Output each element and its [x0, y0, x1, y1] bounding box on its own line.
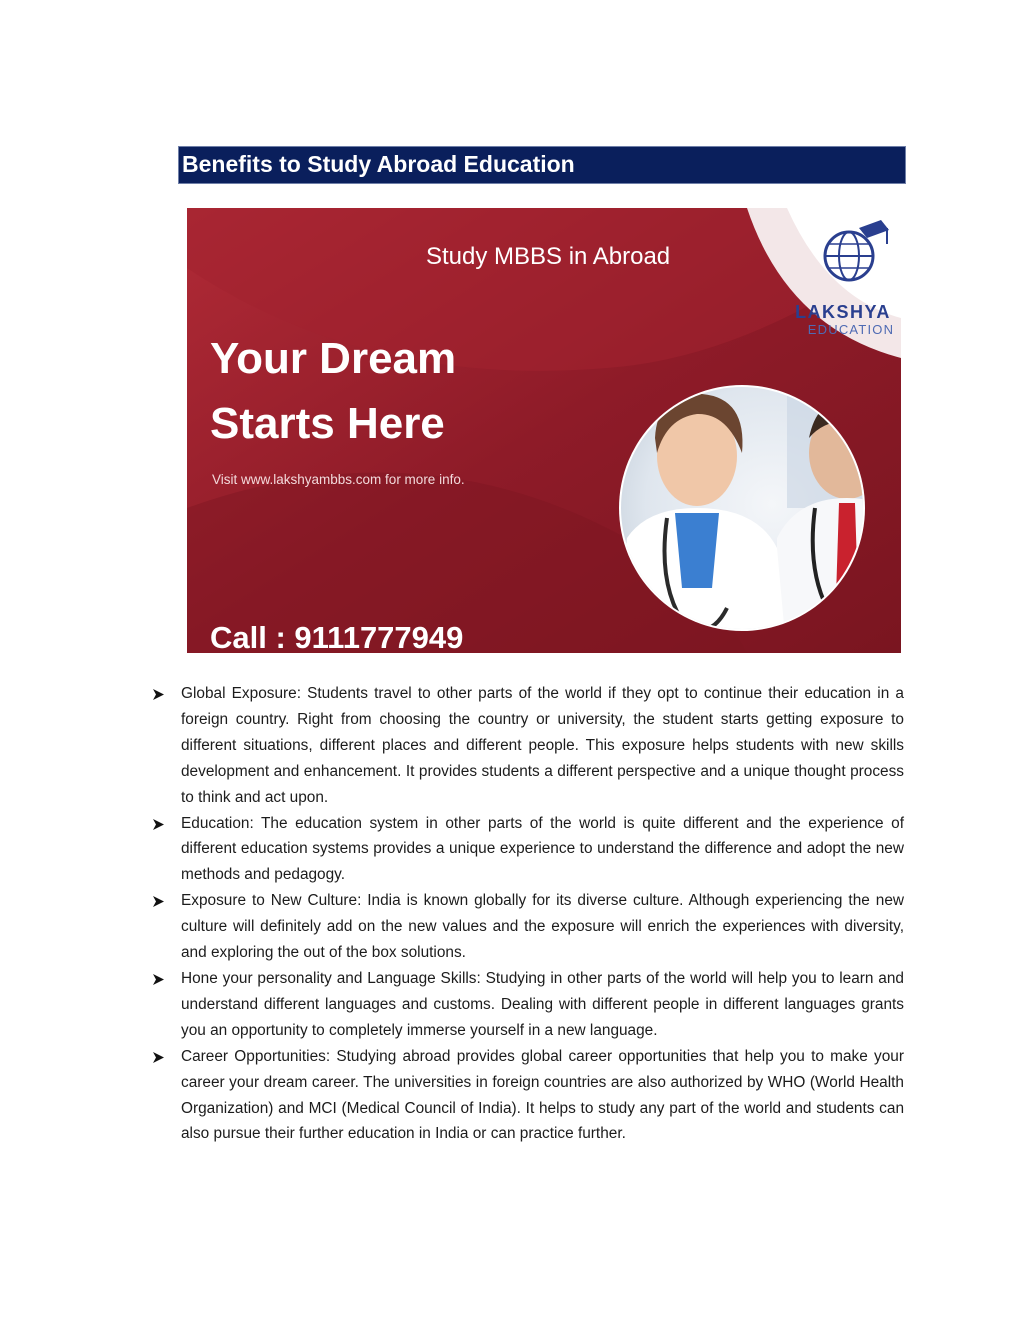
banner-graphic [187, 208, 901, 653]
list-item [150, 1044, 904, 1148]
list-item [150, 888, 904, 966]
arrow-bullet-icon [152, 973, 165, 986]
banner-visit-text: Visit www.lakshyambbs.com for more info. [212, 472, 465, 487]
banner-call-text: Call : 9111777949 [210, 620, 464, 653]
list-item-text: Education: The education system in other parts of the world is quite different and the experience of different education systems provides a unique experience to understand the difference and adopt the new methods and pedagogy. [181, 814, 904, 884]
list-item-text: Career Opportunities: Studying abroad provides global career opportunities that help you to make your career your dream career. The universities in foreign countries are also authorized by WHO (World Health Organization) and MCI (Medical Council of India). It helps to study any part of the world and students can also pursue their further education in India or can practice further. [181, 1047, 904, 1143]
list-item-text: Hone your personality and Language Skills: Studying in other parts of the world will help you to learn and understand different languages and customs. Dealing with different people in different languages grants you an opportunity to completely immerse yourself in a new language. [181, 969, 904, 1039]
page-title: Benefits to Study Abroad Education [182, 151, 575, 177]
arrow-bullet-icon [152, 1051, 165, 1064]
list-item [150, 811, 904, 889]
benefits-list [150, 681, 904, 1147]
banner-headline-line1: Your Dream [210, 334, 457, 383]
promo-banner [187, 208, 901, 653]
arrow-bullet-icon [152, 895, 165, 908]
list-item [150, 681, 904, 811]
arrow-bullet-icon [152, 688, 165, 701]
list-item [150, 966, 904, 1044]
banner-tagline: Study MBBS in Abroad [426, 243, 671, 270]
banner-headline-line2: Starts Here [210, 399, 445, 448]
heading-bar [178, 146, 906, 184]
arrow-bullet-icon [152, 818, 165, 831]
logo-name: LAKSHYA [795, 302, 891, 322]
list-item-text: Global Exposure: Students travel to other parts of the world if they opt to continue their education in a foreign country. Right from choosing the country or university, the student starts getting exposure to different situations, different places and different people. This exposure helps students with new skills development and enhancement. It provides students a different perspective and a unique thought process to think and act upon. [181, 685, 904, 806]
logo-subtitle: EDUCATION [807, 322, 895, 337]
list-item-text: Exposure to New Culture: India is known globally for its diverse culture. Although experiencing the new culture will definitely add on the new values and the exposure will enrich the experiences with diversity, and exploring the out of the box solutions. [181, 892, 904, 962]
